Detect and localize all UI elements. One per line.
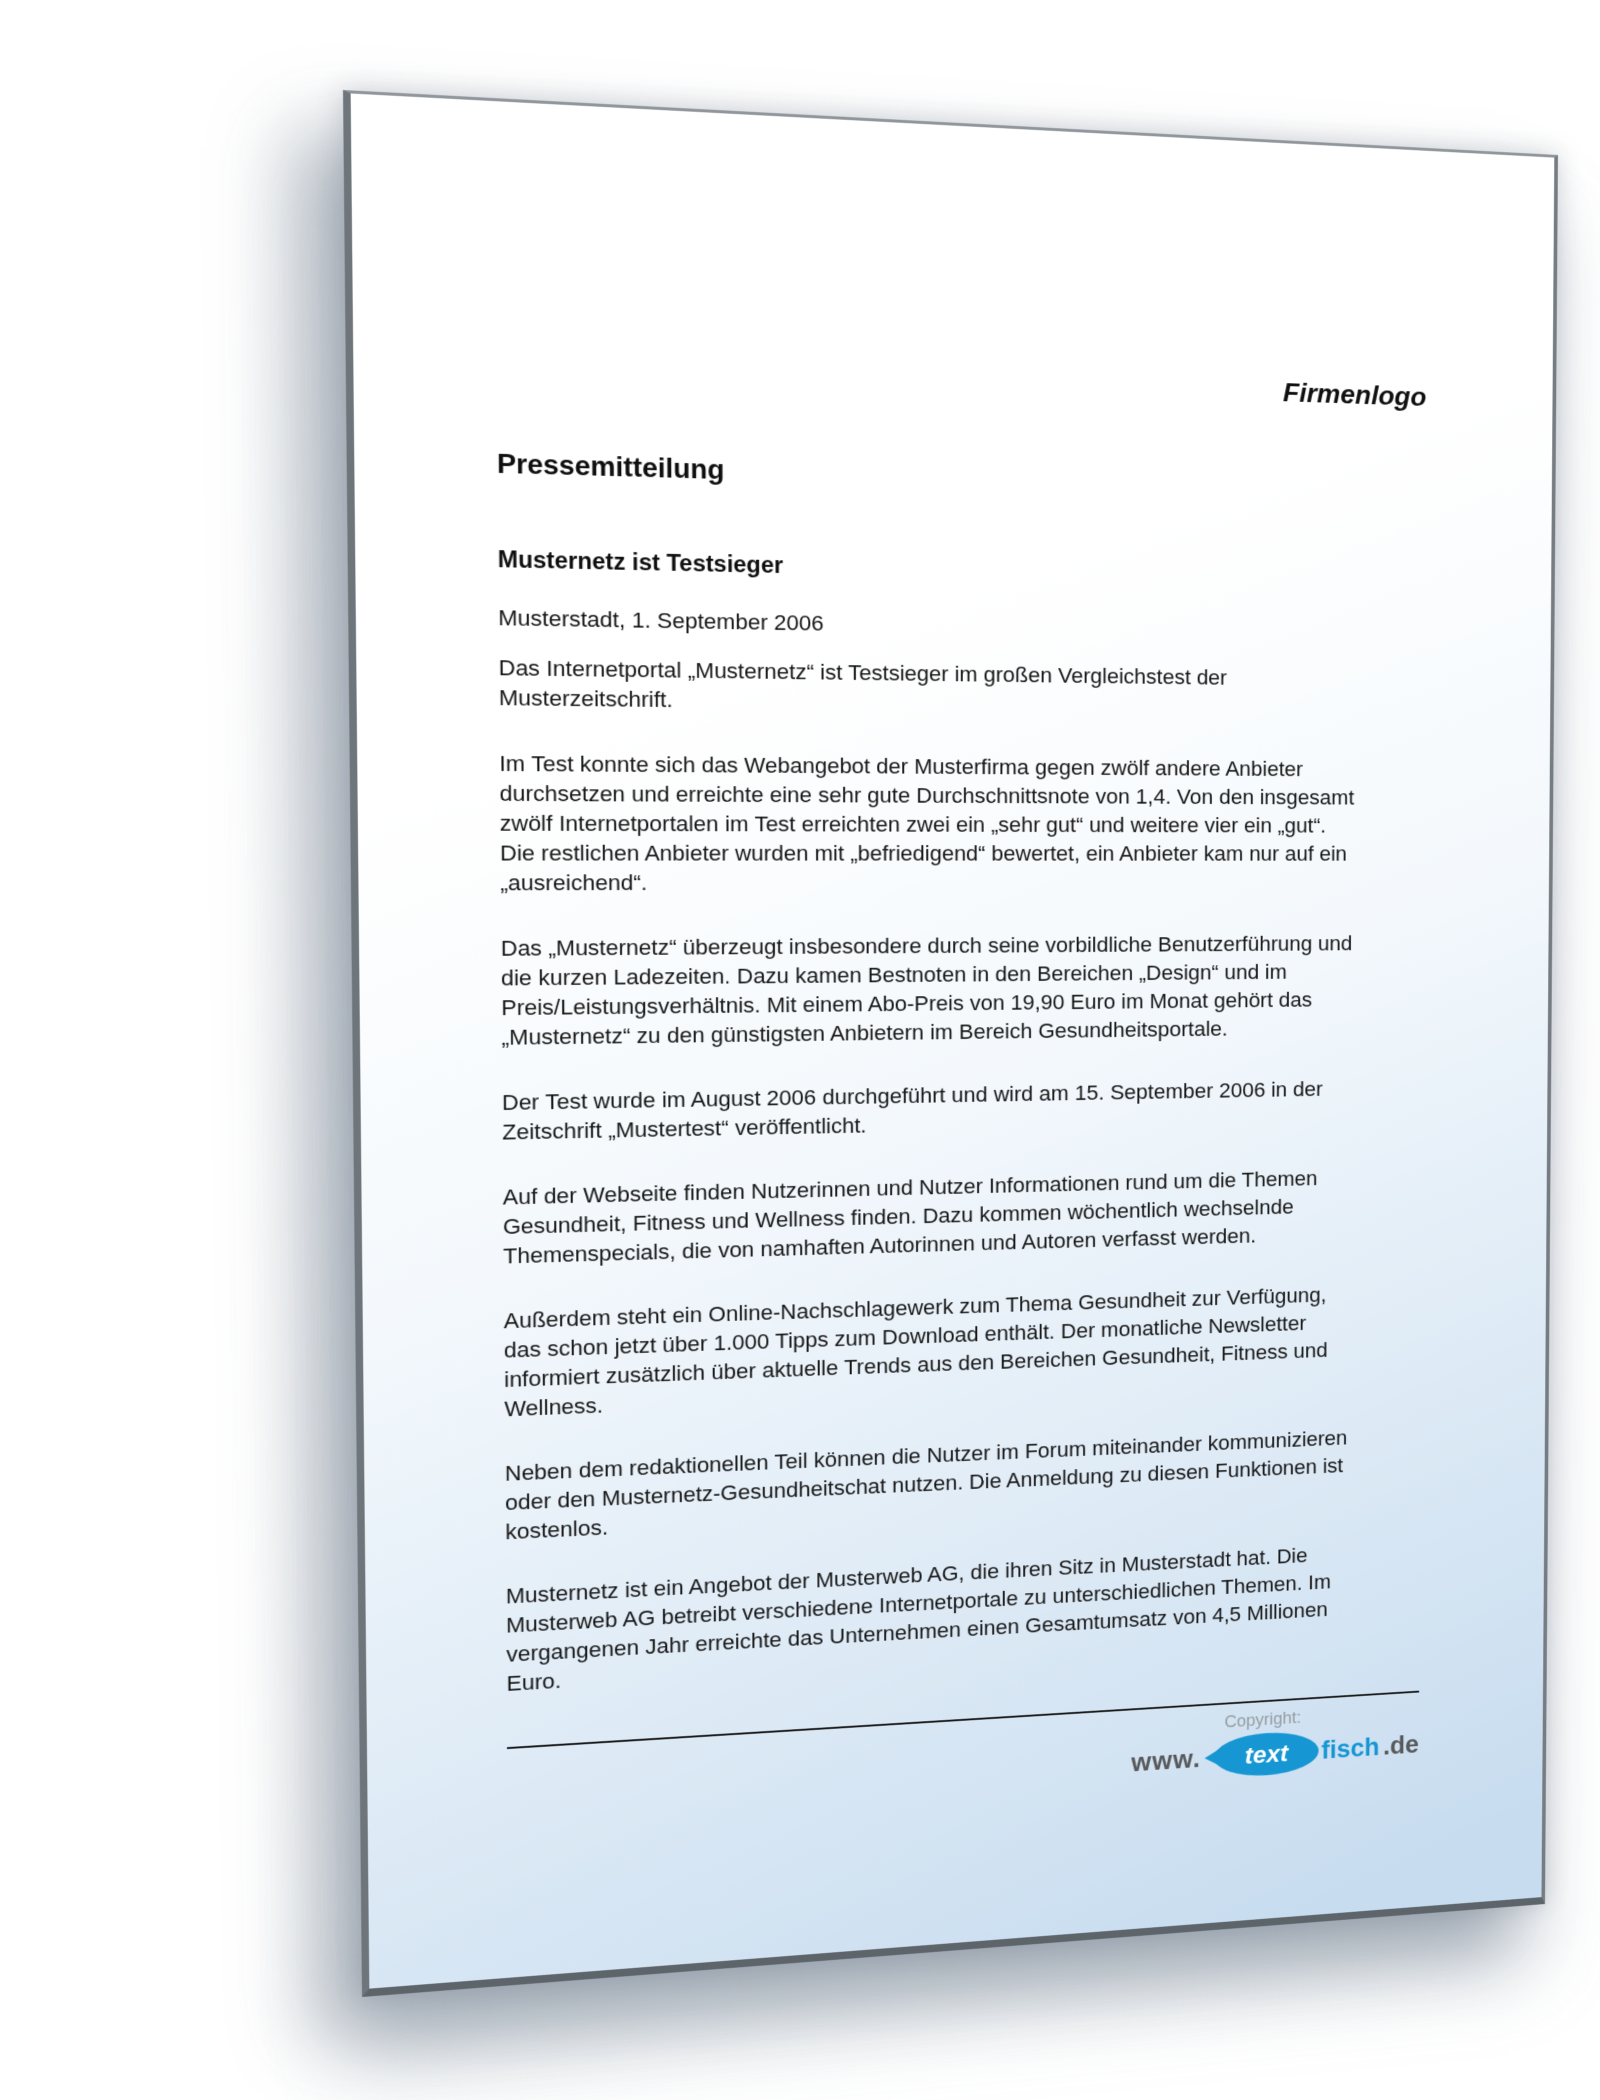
press-release-page (343, 90, 1558, 1997)
page-footer (507, 1678, 1419, 1826)
page-perspective-wrapper (343, 90, 1558, 1997)
copyright-label: Copyright: (1224, 1708, 1302, 1732)
body-paragraph: Auf der Webseite finden Nutzerinnen und Nutzer Informationen rund um die Themen Gesundheit, Fitness und Wellness finden. Dazu kommen wöchentlich wechselnde Themenspecials, die von namhaften Autorinnen und Autoren verfasst werden. (502, 1166, 1318, 1269)
body-paragraph: Neben dem redaktionellen Teil können die Nutzer im Forum miteinander kommunizieren oder den Musternetz-Gesundheitschat nutzen. Die Anmeldung zu diesen Funktionen ist kostenlos. (504, 1425, 1348, 1545)
textfisch-logo (1131, 1723, 1419, 1784)
logo-text-word: text (1244, 1738, 1289, 1769)
logo-fisch-text: fisch (1321, 1732, 1380, 1764)
company-logo-placeholder: Firmenlogo (1282, 377, 1427, 412)
body-paragraph: Das „Musternetz“ überzeugt insbesondere durch seine vorbildliche Benutzerführung und die kurzen Ladezeiten. Dazu kamen Bestnoten in den Bereichen „Design“ und im Preis/Leistungsverhältnis. Mit einem Abo-Preis von 19,90 Euro im Monat gehört das „Musternetz“ zu den günstigsten Anbietern im Bereich Gesundheitsportale. (500, 931, 1353, 1050)
page-content (353, 341, 1553, 2100)
dateline: Musterstadt, 1. September 2006 (498, 605, 824, 636)
fish-body-icon (1214, 1730, 1319, 1779)
body-paragraph: Der Test wurde im August 2006 durchgeführt und wird am 15. September 2006 in der Zeitschrift „Mustertest“ veröffentlicht. (501, 1077, 1323, 1145)
body-paragraph: Das Internetportal „Musternetz“ ist Testsieger im großen Vergleichstest der Musterzeitschrift. (498, 655, 1228, 713)
fish-icon (1205, 1730, 1319, 1780)
body-paragraph: Außerdem steht ein Online-Nachschlagewerk zum Thema Gesundheit zur Verfügung, das schon jetzt über 1.000 Tipps zum Download enthält. Der monatliche Newsletter informiert zusätzlich über aktuelle Trends aus den Bereichen Gesundheit, Fitness und Wellness. (503, 1282, 1328, 1422)
logo-www-text: www. (1131, 1744, 1201, 1777)
document-title: Pressemitteilung (496, 448, 725, 485)
logo-de-text: .de (1383, 1730, 1419, 1760)
body-paragraph: Im Test konnte sich das Webangebot der Musterfirma gegen zwölf andere Anbieter durchsetzen und erreichte eine sehr gute Durchschnittsnote von 1,4. Von den insgesamt zwölf Internetportalen im Test erreichten zwei ein „sehr gut“ und weitere vier ein „gut“. Die restlichen Anbieter wurden mit „befriedigend“ bewertet, ein Anbieter kam nur auf ein „ausreichend“. (499, 751, 1355, 896)
body-paragraph: Musternetz ist ein Angebot der Musterweb AG, die ihren Sitz in Musterstadt hat. Die Musterweb AG betreibt verschiedene Internetportale zu unterschiedlichen Themen. Im vergangenen Jahr erreichte das Unternehmen einen Gesamtumsatz von 4,5 Millionen Euro. (505, 1543, 1331, 1696)
subject-line: Musternetz ist Testsieger (497, 546, 784, 578)
